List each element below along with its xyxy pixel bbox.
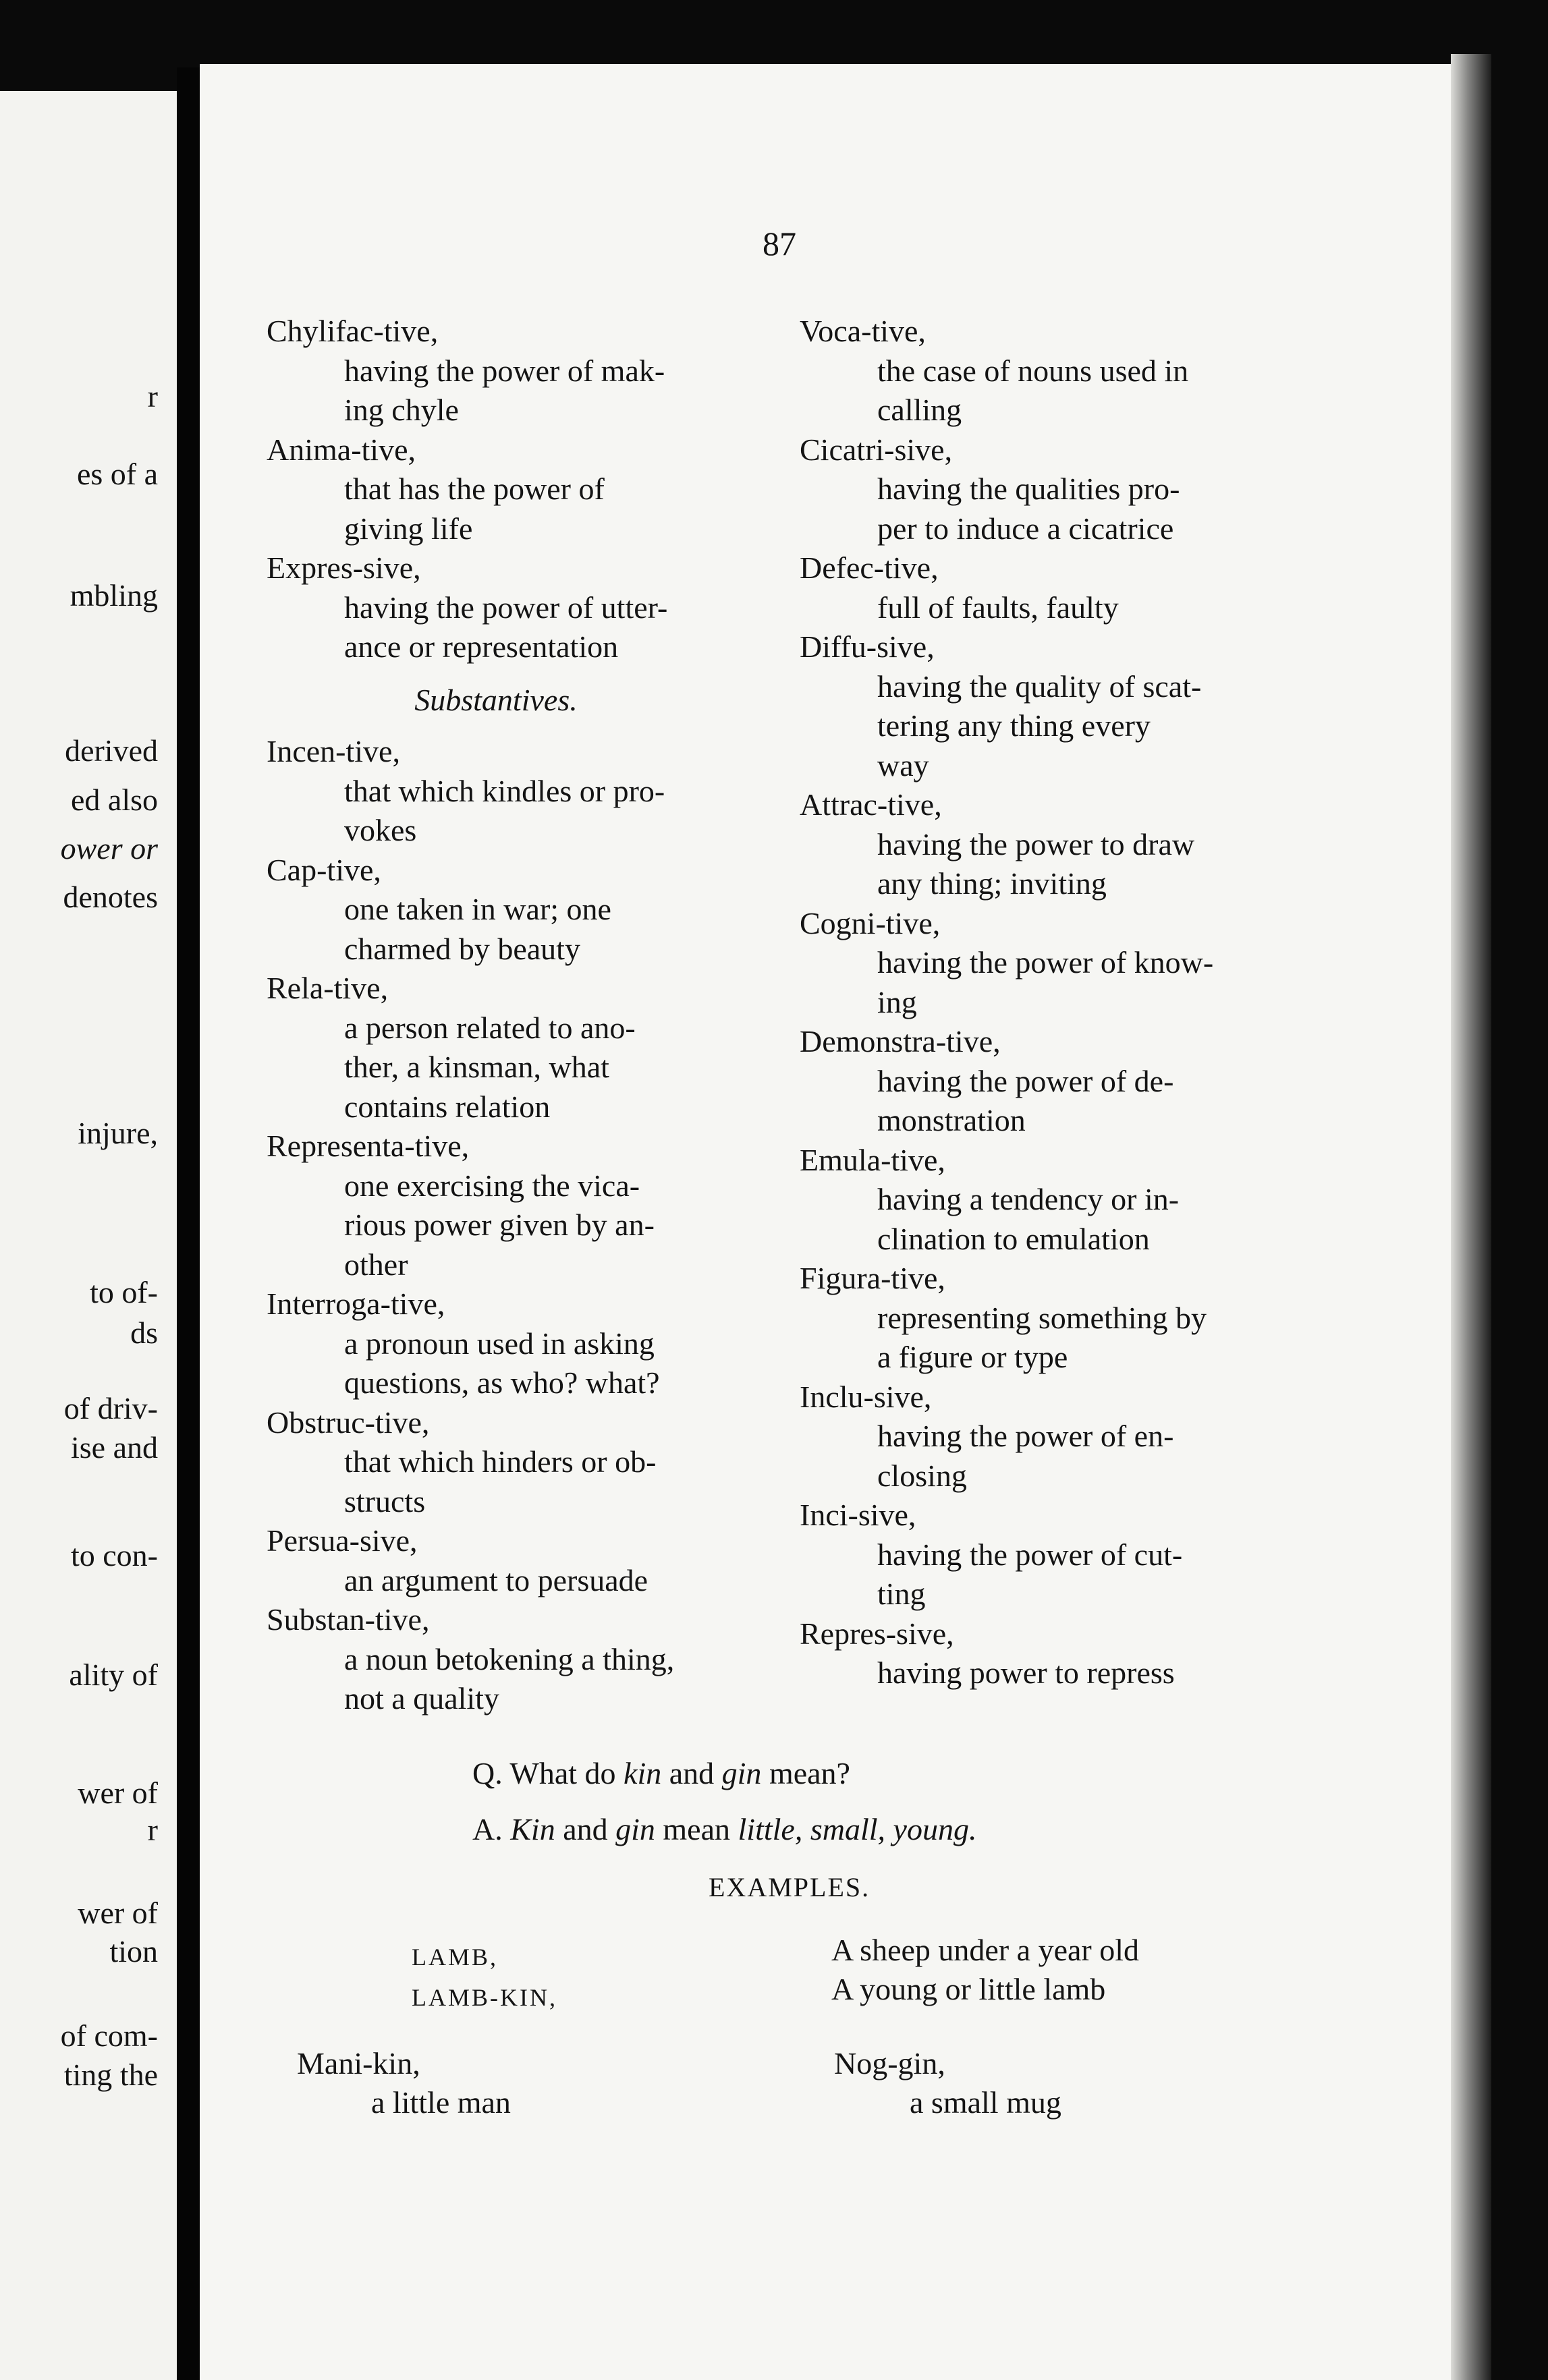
entry-headword: Inclu-sive, bbox=[800, 1379, 932, 1414]
entry-definition-line: having the power of cut- bbox=[877, 1537, 1183, 1572]
left-fragment: of com- bbox=[60, 2018, 158, 2053]
dictionary-entry bbox=[267, 430, 793, 549]
entry-headword: Representa-tive, bbox=[267, 1129, 470, 1163]
page-edge bbox=[1451, 54, 1491, 2380]
dictionary-entry bbox=[267, 1521, 793, 1600]
left-fragment: wer of bbox=[78, 1776, 158, 1810]
question-label: Q. bbox=[472, 1756, 503, 1790]
question-line bbox=[472, 1754, 850, 1793]
entry-definition-line: that has the power of bbox=[344, 472, 605, 506]
entry-definition-line: charmed by beauty bbox=[344, 931, 580, 966]
entry-headword: Emula-tive, bbox=[800, 1142, 945, 1177]
dictionary-entry bbox=[800, 785, 1326, 904]
answer-text: and bbox=[563, 1812, 608, 1846]
entry-definition-line: ing chyle bbox=[344, 393, 459, 427]
answer-definition: little, small, young. bbox=[738, 1812, 977, 1846]
entry-definition-line: ting bbox=[877, 1577, 926, 1611]
entry-definition-line: having the quality of scat- bbox=[877, 669, 1202, 704]
entry-definition-line: having a tendency or in- bbox=[877, 1182, 1180, 1216]
left-fragment: injure, bbox=[78, 1116, 158, 1150]
entry-definition-line: a noun betokening a thing, bbox=[344, 1641, 675, 1676]
dictionary-entry bbox=[800, 1259, 1326, 1378]
entry-definition-line: having the power to draw bbox=[877, 826, 1195, 861]
entry-headword: Expres-sive, bbox=[267, 550, 421, 585]
entry-definition-line: having the power of de- bbox=[877, 1063, 1174, 1098]
dictionary-entry bbox=[267, 969, 793, 1127]
left-fragment: ise and bbox=[70, 1430, 158, 1465]
answer-term: Kin bbox=[510, 1812, 555, 1846]
dictionary-entry bbox=[267, 548, 793, 667]
example-meaning: A sheep under a year old bbox=[831, 1933, 1140, 1967]
question-text: mean? bbox=[769, 1756, 850, 1790]
answer-term: gin bbox=[615, 1812, 655, 1846]
entry-headword: Demonstra-tive, bbox=[800, 1024, 1001, 1058]
entry-headword: Diffu-sive, bbox=[800, 629, 935, 664]
entry-definition-line: calling bbox=[877, 393, 962, 427]
entry-definition-line: one taken in war; one bbox=[344, 892, 611, 926]
left-fragment: ting the bbox=[63, 2058, 158, 2092]
left-column-entries-bottom bbox=[267, 732, 793, 1719]
dictionary-entry bbox=[800, 904, 1326, 1023]
entry-definition-line: vokes bbox=[344, 813, 417, 847]
entry-definition-line: ing bbox=[877, 984, 917, 1019]
entry-definition-line: a figure or type bbox=[877, 1340, 1068, 1374]
entry-definition-line: that which kindles or pro- bbox=[344, 773, 665, 808]
dictionary-entry bbox=[267, 732, 793, 851]
entry-headword: Defec-tive, bbox=[800, 550, 939, 585]
dictionary-entry bbox=[800, 312, 1326, 430]
entry-headword: Substan-tive, bbox=[267, 1602, 430, 1637]
entry-definition-line: any thing; inviting bbox=[877, 866, 1107, 901]
left-fragment: ower or bbox=[60, 831, 158, 866]
example-definition: a small mug bbox=[910, 2085, 1061, 2120]
entry-headword: Obstruc-tive, bbox=[267, 1405, 430, 1440]
right-column-entries bbox=[800, 312, 1326, 1693]
entry-headword: Rela-tive, bbox=[267, 971, 389, 1005]
dictionary-entry bbox=[267, 1600, 793, 1719]
example-headword: Mani-kin, bbox=[297, 2046, 420, 2080]
dictionary-entry bbox=[800, 548, 1326, 627]
dictionary-entry bbox=[267, 312, 793, 430]
left-fragment: mbling bbox=[70, 578, 158, 613]
answer-line bbox=[472, 1810, 976, 1849]
entry-definition-line: having the qualities pro- bbox=[877, 472, 1180, 506]
left-fragment: tion bbox=[109, 1934, 158, 1968]
left-column-entries-top bbox=[267, 312, 793, 667]
entry-headword: Figura-tive, bbox=[800, 1261, 945, 1295]
entry-definition-line: having the power of know- bbox=[877, 945, 1214, 980]
question-term: kin bbox=[624, 1756, 662, 1790]
entry-definition-line: having the power of utter- bbox=[344, 590, 668, 625]
entry-definition-line: questions, as who? what? bbox=[344, 1365, 660, 1400]
entry-definition-line: having the power of mak- bbox=[344, 353, 665, 388]
entry-headword: Cogni-tive, bbox=[800, 905, 941, 940]
entry-headword: Incen-tive, bbox=[267, 734, 400, 768]
left-fragment: denotes bbox=[63, 880, 158, 914]
entry-definition-line: ance or representation bbox=[344, 629, 619, 664]
entry-headword: Inci-sive, bbox=[800, 1498, 916, 1532]
entry-definition-line: representing something by bbox=[877, 1300, 1207, 1335]
entry-definition-line: ther, a kinsman, what bbox=[344, 1050, 609, 1084]
entry-definition-line: the case of nouns used in bbox=[877, 353, 1189, 388]
dictionary-entry bbox=[267, 1284, 793, 1403]
entry-definition-line: a pronoun used in asking bbox=[344, 1326, 655, 1361]
left-fragment: of driv- bbox=[63, 1391, 158, 1425]
entry-definition-line: having power to repress bbox=[877, 1655, 1175, 1690]
entry-definition-line: one exercising the vica- bbox=[344, 1168, 640, 1203]
entry-headword: Cap-tive, bbox=[267, 852, 381, 887]
example-headword: Nog-gin, bbox=[834, 2046, 945, 2080]
entry-definition-line: structs bbox=[344, 1483, 426, 1519]
entry-definition-line: full of faults, faulty bbox=[877, 590, 1119, 625]
entry-definition-line: rious power given by an- bbox=[344, 1208, 655, 1242]
entry-headword: Chylifac-tive, bbox=[267, 314, 439, 348]
answer-text: mean bbox=[663, 1812, 731, 1846]
dictionary-entry bbox=[267, 1403, 793, 1522]
entry-definition-line: tering any thing every bbox=[877, 708, 1151, 743]
answer-label: A. bbox=[472, 1812, 503, 1846]
entry-definition-line: other bbox=[344, 1247, 408, 1282]
entry-headword: Repres-sive, bbox=[800, 1616, 954, 1651]
book-gutter bbox=[177, 67, 200, 2380]
left-fragment: r bbox=[147, 1813, 158, 1847]
facing-page-fragment bbox=[0, 91, 177, 2380]
section-subheading: Substantives. bbox=[414, 682, 578, 717]
example-word: LAMB, bbox=[412, 1944, 499, 1971]
dictionary-entry bbox=[800, 627, 1326, 785]
dictionary-entry bbox=[800, 1614, 1326, 1693]
entry-definition-line: a person related to ano- bbox=[344, 1010, 636, 1045]
question-text: What do bbox=[509, 1756, 616, 1790]
question-text: and bbox=[669, 1756, 715, 1790]
left-fragment: derived bbox=[65, 733, 158, 768]
entry-definition-line: that which hinders or ob- bbox=[344, 1444, 657, 1479]
entry-headword: Cicatri-sive, bbox=[800, 432, 953, 467]
entry-definition-line: monstration bbox=[877, 1103, 1026, 1137]
dictionary-entry bbox=[800, 1141, 1326, 1259]
left-fragment: wer of bbox=[78, 1896, 158, 1930]
entry-headword: Attrac-tive, bbox=[800, 787, 942, 822]
examples-heading: EXAMPLES. bbox=[709, 1872, 870, 1902]
dictionary-entry bbox=[800, 1378, 1326, 1496]
right-column bbox=[800, 312, 1326, 1693]
left-fragment: to of- bbox=[90, 1275, 158, 1309]
entry-definition-line: an argument to persuade bbox=[344, 1562, 648, 1597]
dictionary-entry bbox=[267, 1127, 793, 1284]
dictionary-entry bbox=[800, 430, 1326, 549]
entry-headword: Interroga-tive, bbox=[267, 1286, 445, 1321]
left-fragment: ds bbox=[130, 1315, 158, 1350]
entry-definition-line: contains relation bbox=[344, 1089, 551, 1124]
entry-definition-line: per to induce a cicatrice bbox=[877, 511, 1174, 546]
left-fragment: ality of bbox=[69, 1658, 158, 1692]
entry-definition-line: giving life bbox=[344, 511, 473, 546]
entry-definition-line: way bbox=[877, 747, 929, 783]
entry-headword: Persua-sive, bbox=[267, 1523, 418, 1558]
left-fragment: to con- bbox=[70, 1538, 158, 1572]
example-word: LAMB-KIN, bbox=[412, 1984, 557, 2011]
example-meaning: A young or little lamb bbox=[831, 1972, 1106, 2006]
entry-headword: Voca-tive, bbox=[800, 314, 926, 348]
example-definition: a little man bbox=[371, 2085, 511, 2120]
left-column bbox=[267, 312, 793, 1719]
entry-definition-line: closing bbox=[877, 1458, 967, 1493]
left-fragment: es of a bbox=[76, 457, 158, 491]
dictionary-entry bbox=[800, 1496, 1326, 1614]
entry-headword: Anima-tive, bbox=[267, 432, 416, 467]
left-fragment: ed also bbox=[70, 783, 158, 817]
page-number: 87 bbox=[763, 225, 796, 262]
question-term: gin bbox=[721, 1756, 762, 1790]
entry-definition-line: not a quality bbox=[344, 1681, 499, 1716]
dictionary-entry bbox=[800, 1022, 1326, 1141]
left-fragment: r bbox=[147, 379, 158, 414]
entry-definition-line: clination to emulation bbox=[877, 1221, 1150, 1256]
entry-definition-line: having the power of en- bbox=[877, 1419, 1174, 1453]
dictionary-entry bbox=[267, 851, 793, 969]
